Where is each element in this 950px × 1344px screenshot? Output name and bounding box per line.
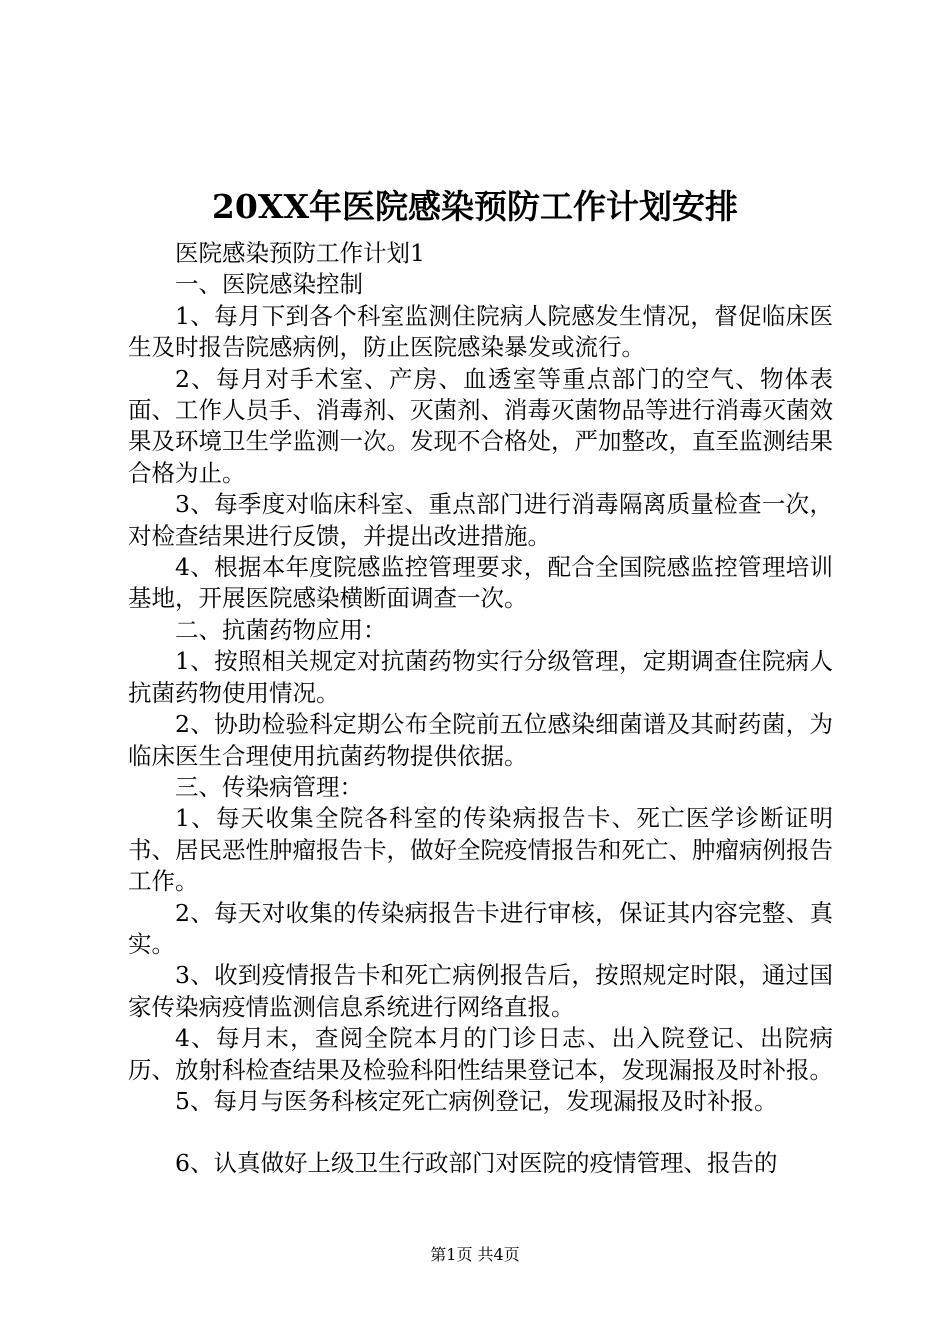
paragraph: 1、每天收集全院各科室的传染病报告卡、死亡医学诊断证明书、居民恶性肿瘤报告卡，做好全院疫情报告和死亡、肿瘤病例报告工作。	[128, 804, 833, 896]
document-body	[128, 238, 833, 1180]
subsection-heading: 三、传染病管理：	[175, 772, 363, 801]
paragraph: 2、每天对收集的传染病报告卡进行审核，保证其内容完整、真实。	[128, 898, 833, 958]
section-heading: 医院感染预防工作计划1	[175, 239, 425, 267]
paragraph: 4、根据本年度院感监控管理要求，配合全国院感监控管理培训基地，开展医院感染横断面调查一次。	[128, 553, 833, 613]
paragraph: 3、收到疫情报告卡和死亡病例报告后，按照规定时限，通过国家传染病疫情监测信息系统进行网络直报。	[128, 961, 833, 1021]
subsection-heading: 一、医院感染控制	[175, 270, 363, 299]
paragraph: 2、每月对手术室、产房、血透室等重点部门的空气、物体表面、工作人员手、消毒剂、灭菌剂、消毒灭菌物品等进行消毒灭菌效果及环境卫生学监测一次。发现不合格处，严加整改，直至监测结果合格为止。	[128, 364, 833, 487]
paragraph: 3、每季度对临床科室、重点部门进行消毒隔离质量检查一次，对检查结果进行反馈，并提出改进措施。	[128, 490, 833, 550]
paragraph: 5、每月与医务科核定死亡病例登记，发现漏报及时补报。	[175, 1086, 778, 1115]
paragraph: 6、认真做好上级卫生行政部门对医院的疫情管理、报告的	[175, 1149, 778, 1178]
document-title: 20XX年医院感染预防工作计划安排	[211, 187, 739, 226]
page-footer: 第1页 共4页	[430, 1245, 520, 1264]
paragraph: 1、每月下到各个科室监测住院病人院感发生情况，督促临床医生及时报告院感病例，防止医院感染暴发或流行。	[128, 301, 833, 362]
paragraph: 4、每月末，查阅全院本月的门诊日志、出入院登记、出院病历、放射科检查结果及检验科阳性结果登记本，发现漏报及时补报。	[128, 1024, 833, 1084]
paragraph: 1、按照相关规定对抗菌药物实行分级管理，定期调查住院病人抗菌药物使用情况。	[128, 647, 833, 707]
paragraph: 2、协助检验科定期公布全院前五位感染细菌谱及其耐药菌，为临床医生合理使用抗菌药物提供依据。	[128, 710, 833, 770]
subsection-heading: 二、抗菌药物应用：	[175, 615, 387, 644]
